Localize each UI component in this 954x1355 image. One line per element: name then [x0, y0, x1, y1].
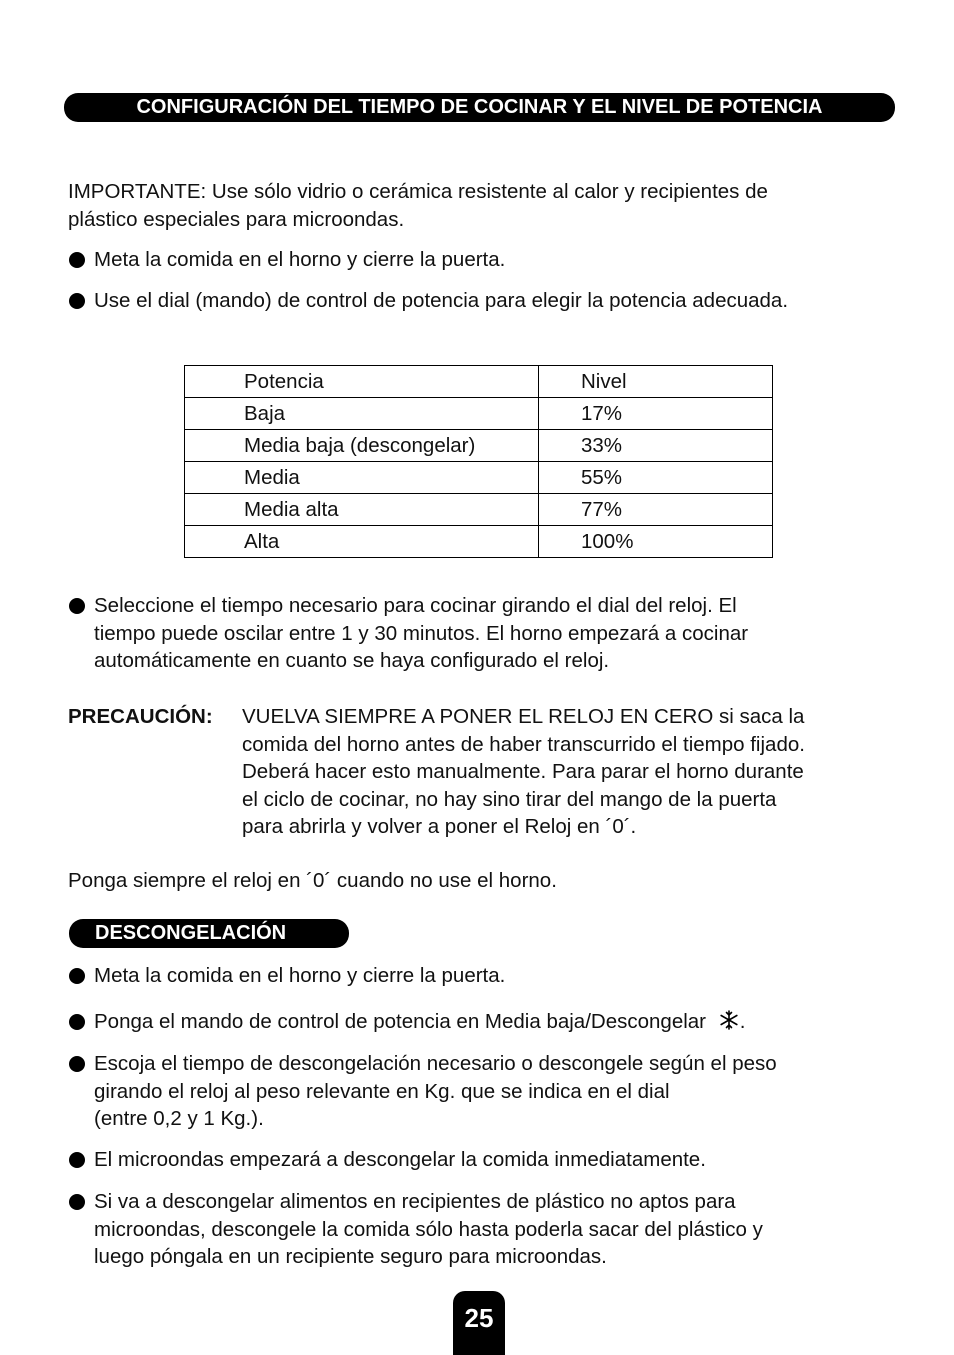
table-cell: 55%: [539, 462, 773, 494]
table-cell: Media baja (descongelar): [185, 430, 539, 462]
bullet-line: Si va a descongelar alimentos en recipientes de plástico no aptos para: [94, 1190, 736, 1213]
table-header-cell: Potencia: [185, 366, 539, 398]
table-cell: Alta: [185, 526, 539, 558]
table-header-cell: Nivel: [539, 366, 773, 398]
caution-label: PRECAUCIÓN:: [68, 705, 213, 728]
snowflake-icon: [718, 1009, 740, 1031]
bullet-line: automáticamente en cuanto se haya configurado el reloj.: [94, 649, 610, 672]
section-heading-defrost: DESCONGELACIÓN: [69, 919, 349, 948]
bullet-text: Use el dial (mando) de control de potencia para elegir la potencia adecuada.: [94, 289, 789, 312]
bullet-dot: [69, 598, 85, 614]
bullet-text: Meta la comida en el horno y cierre la puerta.: [94, 248, 506, 271]
bullet-dot: [69, 1152, 85, 1168]
bullet-text-end: .: [739, 1010, 746, 1033]
bullet-line: Seleccione el tiempo necesario para cocinar girando el dial del reloj. El: [94, 594, 737, 617]
power-level-table: [184, 365, 773, 558]
table-cell: Media alta: [185, 494, 539, 526]
bullet-line: microondas, descongele la comida sólo hasta poderla sacar del plástico y: [94, 1217, 763, 1241]
bullet-dot: [69, 1014, 85, 1030]
caution-line: para abrirla y volver a poner el Reloj en ´0´.: [242, 815, 637, 838]
bullet-line: tiempo puede oscilar entre 1 y 30 minutos. El horno empezará a cocinar: [94, 621, 749, 645]
caution-line: VUELVA SIEMPRE A PONER EL RELOJ EN CERO si saca la: [242, 705, 805, 728]
table-header-row: [185, 366, 773, 398]
caution-line: comida del horno antes de haber transcurrido el tiempo fijado.: [242, 732, 805, 756]
caution-line: el ciclo de cocinar, no hay sino tirar del mango de la puerta: [242, 787, 777, 811]
bullet-dot: [69, 1056, 85, 1072]
caution-line: Deberá hacer esto manualmente. Para parar el horno durante: [242, 760, 804, 783]
important-line-1: IMPORTANTE: Use sólo vidrio o cerámica resistente al calor y recipientes de: [68, 180, 768, 203]
bullet-text-block: [94, 1188, 763, 1271]
bullet-line: luego póngala en un recipiente seguro para microondas.: [94, 1245, 607, 1268]
table-cell: Media: [185, 462, 539, 494]
bullet-text: Ponga el mando de control de potencia en Media baja/Descongelar: [94, 1010, 706, 1033]
table-cell: 77%: [539, 494, 773, 526]
bullet-dot: [69, 968, 85, 984]
table-row: [185, 430, 773, 462]
bullet-dot: [69, 1194, 85, 1210]
table-cell: 17%: [539, 398, 773, 430]
bullet-line: (entre 0,2 y 1 Kg.).: [94, 1107, 264, 1130]
table-cell: 100%: [539, 526, 773, 558]
table-row: [185, 494, 773, 526]
bullet-dot: [69, 293, 85, 309]
page-number: 25: [453, 1291, 505, 1355]
bullet-dot: [69, 252, 85, 268]
bullet-text: El microondas empezará a descongelar la comida inmediatamente.: [94, 1148, 706, 1171]
table-row: [185, 462, 773, 494]
table-cell: Baja: [185, 398, 539, 430]
section-heading-cooking: CONFIGURACIÓN DEL TIEMPO DE COCINAR Y EL NIVEL DE POTENCIA: [64, 93, 895, 122]
bullet-text-block: [94, 592, 748, 675]
important-note: [68, 178, 768, 233]
bullet-line: Escoja el tiempo de descongelación necesario o descongele según el peso: [94, 1052, 777, 1075]
table-row: [185, 398, 773, 430]
bullet-text-with-icon: [94, 1008, 745, 1036]
clock-note: Ponga siempre el reloj en ´0´ cuando no use el horno.: [68, 869, 557, 892]
bullet-text-block: [94, 1050, 777, 1133]
bullet-text: Meta la comida en el horno y cierre la puerta.: [94, 964, 506, 987]
important-line-2: plástico especiales para microondas.: [68, 207, 405, 231]
table-row: [185, 526, 773, 558]
caution-text: [242, 703, 805, 841]
bullet-line: girando el reloj al peso relevante en Kg. que se indica en el dial: [94, 1079, 670, 1103]
table-cell: 33%: [539, 430, 773, 462]
